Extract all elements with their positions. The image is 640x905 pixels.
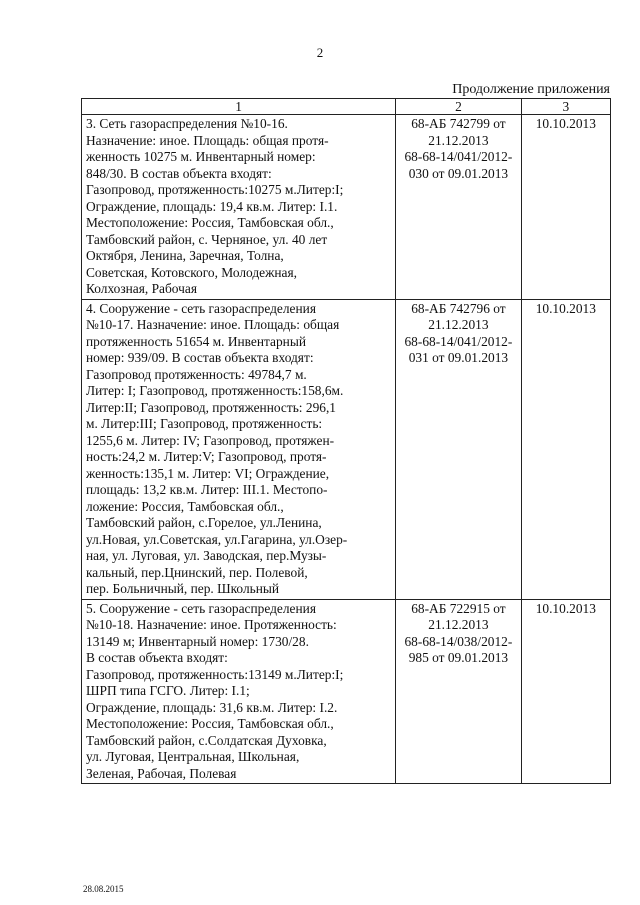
object-description <box>82 115 396 300</box>
registration-line: 21.12.2013 <box>428 317 489 332</box>
description-line: Газопровод протяженность: 49784,7 м. <box>86 366 307 382</box>
column-header-1: 1 <box>82 99 396 115</box>
description-line: Тамбовский район, с.Солдатская Духовка, <box>86 732 327 748</box>
description-line: Зеленая, Рабочая, Полевая <box>86 765 237 781</box>
registration-line: 68-68-14/041/2012- <box>404 333 513 349</box>
registration-info <box>396 599 521 784</box>
description-line: ложение: Россия, Тамбовская обл., <box>86 498 284 514</box>
column-header-3: 3 <box>521 99 610 115</box>
description-line: ность:24,2 м. Литер:V; Газопровод, протя- <box>86 449 327 464</box>
record-date: 10.10.2013 <box>521 599 610 784</box>
registration-line: 68-68-14/041/2012- <box>404 149 513 164</box>
description-line: 1255,6 м. Литер: IV; Газопровод, протяжен- <box>86 432 335 448</box>
record-date: 10.10.2013 <box>521 115 610 300</box>
description-line: 3. Сеть газораспределения №10-16. <box>86 116 288 131</box>
description-line: Местоположение: Россия, Тамбовская обл., <box>86 215 334 230</box>
table-row <box>82 299 611 599</box>
table-row <box>82 115 611 300</box>
registration-line: 68-АБ 722915 от <box>411 600 506 616</box>
description-line: 4. Сооружение - сеть газораспределения <box>86 300 316 316</box>
description-line: Литер: I; Газопровод, протяженность:158,6м. <box>86 383 344 398</box>
description-line: 5. Сооружение - сеть газораспределения <box>86 600 316 616</box>
description-line: Газопровод, протяженность:13149 м.Литер:I; <box>86 666 344 682</box>
description-line: Ограждение, площадь: 19,4 кв.м. Литер: I.1. <box>86 198 338 214</box>
registration-info <box>396 299 521 599</box>
table-row <box>82 599 611 784</box>
description-line: ная, ул. Луговая, ул. Заводская, пер.Музы- <box>86 548 327 563</box>
description-line: кальный, пер.Цнинский, пер. Полевой, <box>86 564 308 580</box>
description-line: Местоположение: Россия, Тамбовская обл., <box>86 716 334 731</box>
description-line: ШРП типа ГСГО. Литер: I.1; <box>86 683 250 698</box>
object-description <box>82 299 396 599</box>
description-line: №10-18. Назначение: иное. Протяженность: <box>86 617 337 632</box>
description-line: протяженность 51654 м. Инвентарный <box>86 333 307 349</box>
description-line: м. Литер:III; Газопровод, протяженность: <box>86 416 323 431</box>
registration-line: 030 от 09.01.2013 <box>408 165 509 181</box>
object-description <box>82 599 396 784</box>
description-line: Назначение: иное. Площадь: общая протя- <box>86 132 329 148</box>
description-line: женность:135,1 м. Литер: VI; Ограждение, <box>86 465 330 481</box>
record-date: 10.10.2013 <box>521 299 610 599</box>
continuation-heading: Продолжение приложения <box>452 82 610 97</box>
description-line: В состав объекта входят: <box>86 650 228 665</box>
description-line: Газопровод, протяженность:10275 м.Литер:I; <box>86 182 344 197</box>
registration-line: 68-68-14/038/2012- <box>404 633 513 649</box>
description-line: пер. Больничный, пер. Школьный <box>86 581 280 596</box>
description-line: №10-17. Назначение: иное. Площадь: общая <box>86 317 340 332</box>
description-line: Колхозная, Рабочая <box>86 281 197 296</box>
description-line: Тамбовский район, с.Горелое, ул.Ленина, <box>86 515 322 530</box>
description-line: площадь: 13,2 кв.м. Литер: III.1. Местопо- <box>86 482 328 497</box>
page-number: 2 <box>316 45 324 60</box>
footer-date: 28.08.2015 <box>83 884 124 894</box>
description-line: 848/30. В состав объекта входят: <box>86 165 272 181</box>
table-header-row <box>82 99 611 115</box>
registration-line: 21.12.2013 <box>428 132 489 148</box>
registration-line: 68-АБ 742799 от <box>411 116 506 131</box>
column-header-2: 2 <box>396 99 521 115</box>
registration-line: 031 от 09.01.2013 <box>408 350 509 365</box>
description-line: номер: 939/09. В состав объекта входят: <box>86 350 314 365</box>
description-line: Тамбовский район, с. Черняное, ул. 40 лет <box>86 231 328 247</box>
registration-info <box>396 115 521 300</box>
description-line: 13149 м; Инвентарный номер: 1730/28. <box>86 633 309 649</box>
registration-line: 21.12.2013 <box>428 617 489 632</box>
description-line: ул.Новая, ул.Советская, ул.Гагарина, ул.Озер- <box>86 531 348 547</box>
description-line: Литер:II; Газопровод, протяженность: 296,1 <box>86 399 337 415</box>
registration-line: 985 от 09.01.2013 <box>408 650 509 665</box>
registration-line: 68-АБ 742796 от <box>411 300 506 316</box>
description-line: женность 10275 м. Инвентарный номер: <box>86 149 316 164</box>
description-line: Октября, Ленина, Заречная, Толна, <box>86 248 284 263</box>
description-line: ул. Луговая, Центральная, Школьная, <box>86 749 300 764</box>
registry-table <box>81 98 611 784</box>
description-line: Советская, Котовского, Молодежная, <box>86 264 297 280</box>
description-line: Ограждение, площадь: 31,6 кв.м. Литер: I.2. <box>86 699 338 715</box>
